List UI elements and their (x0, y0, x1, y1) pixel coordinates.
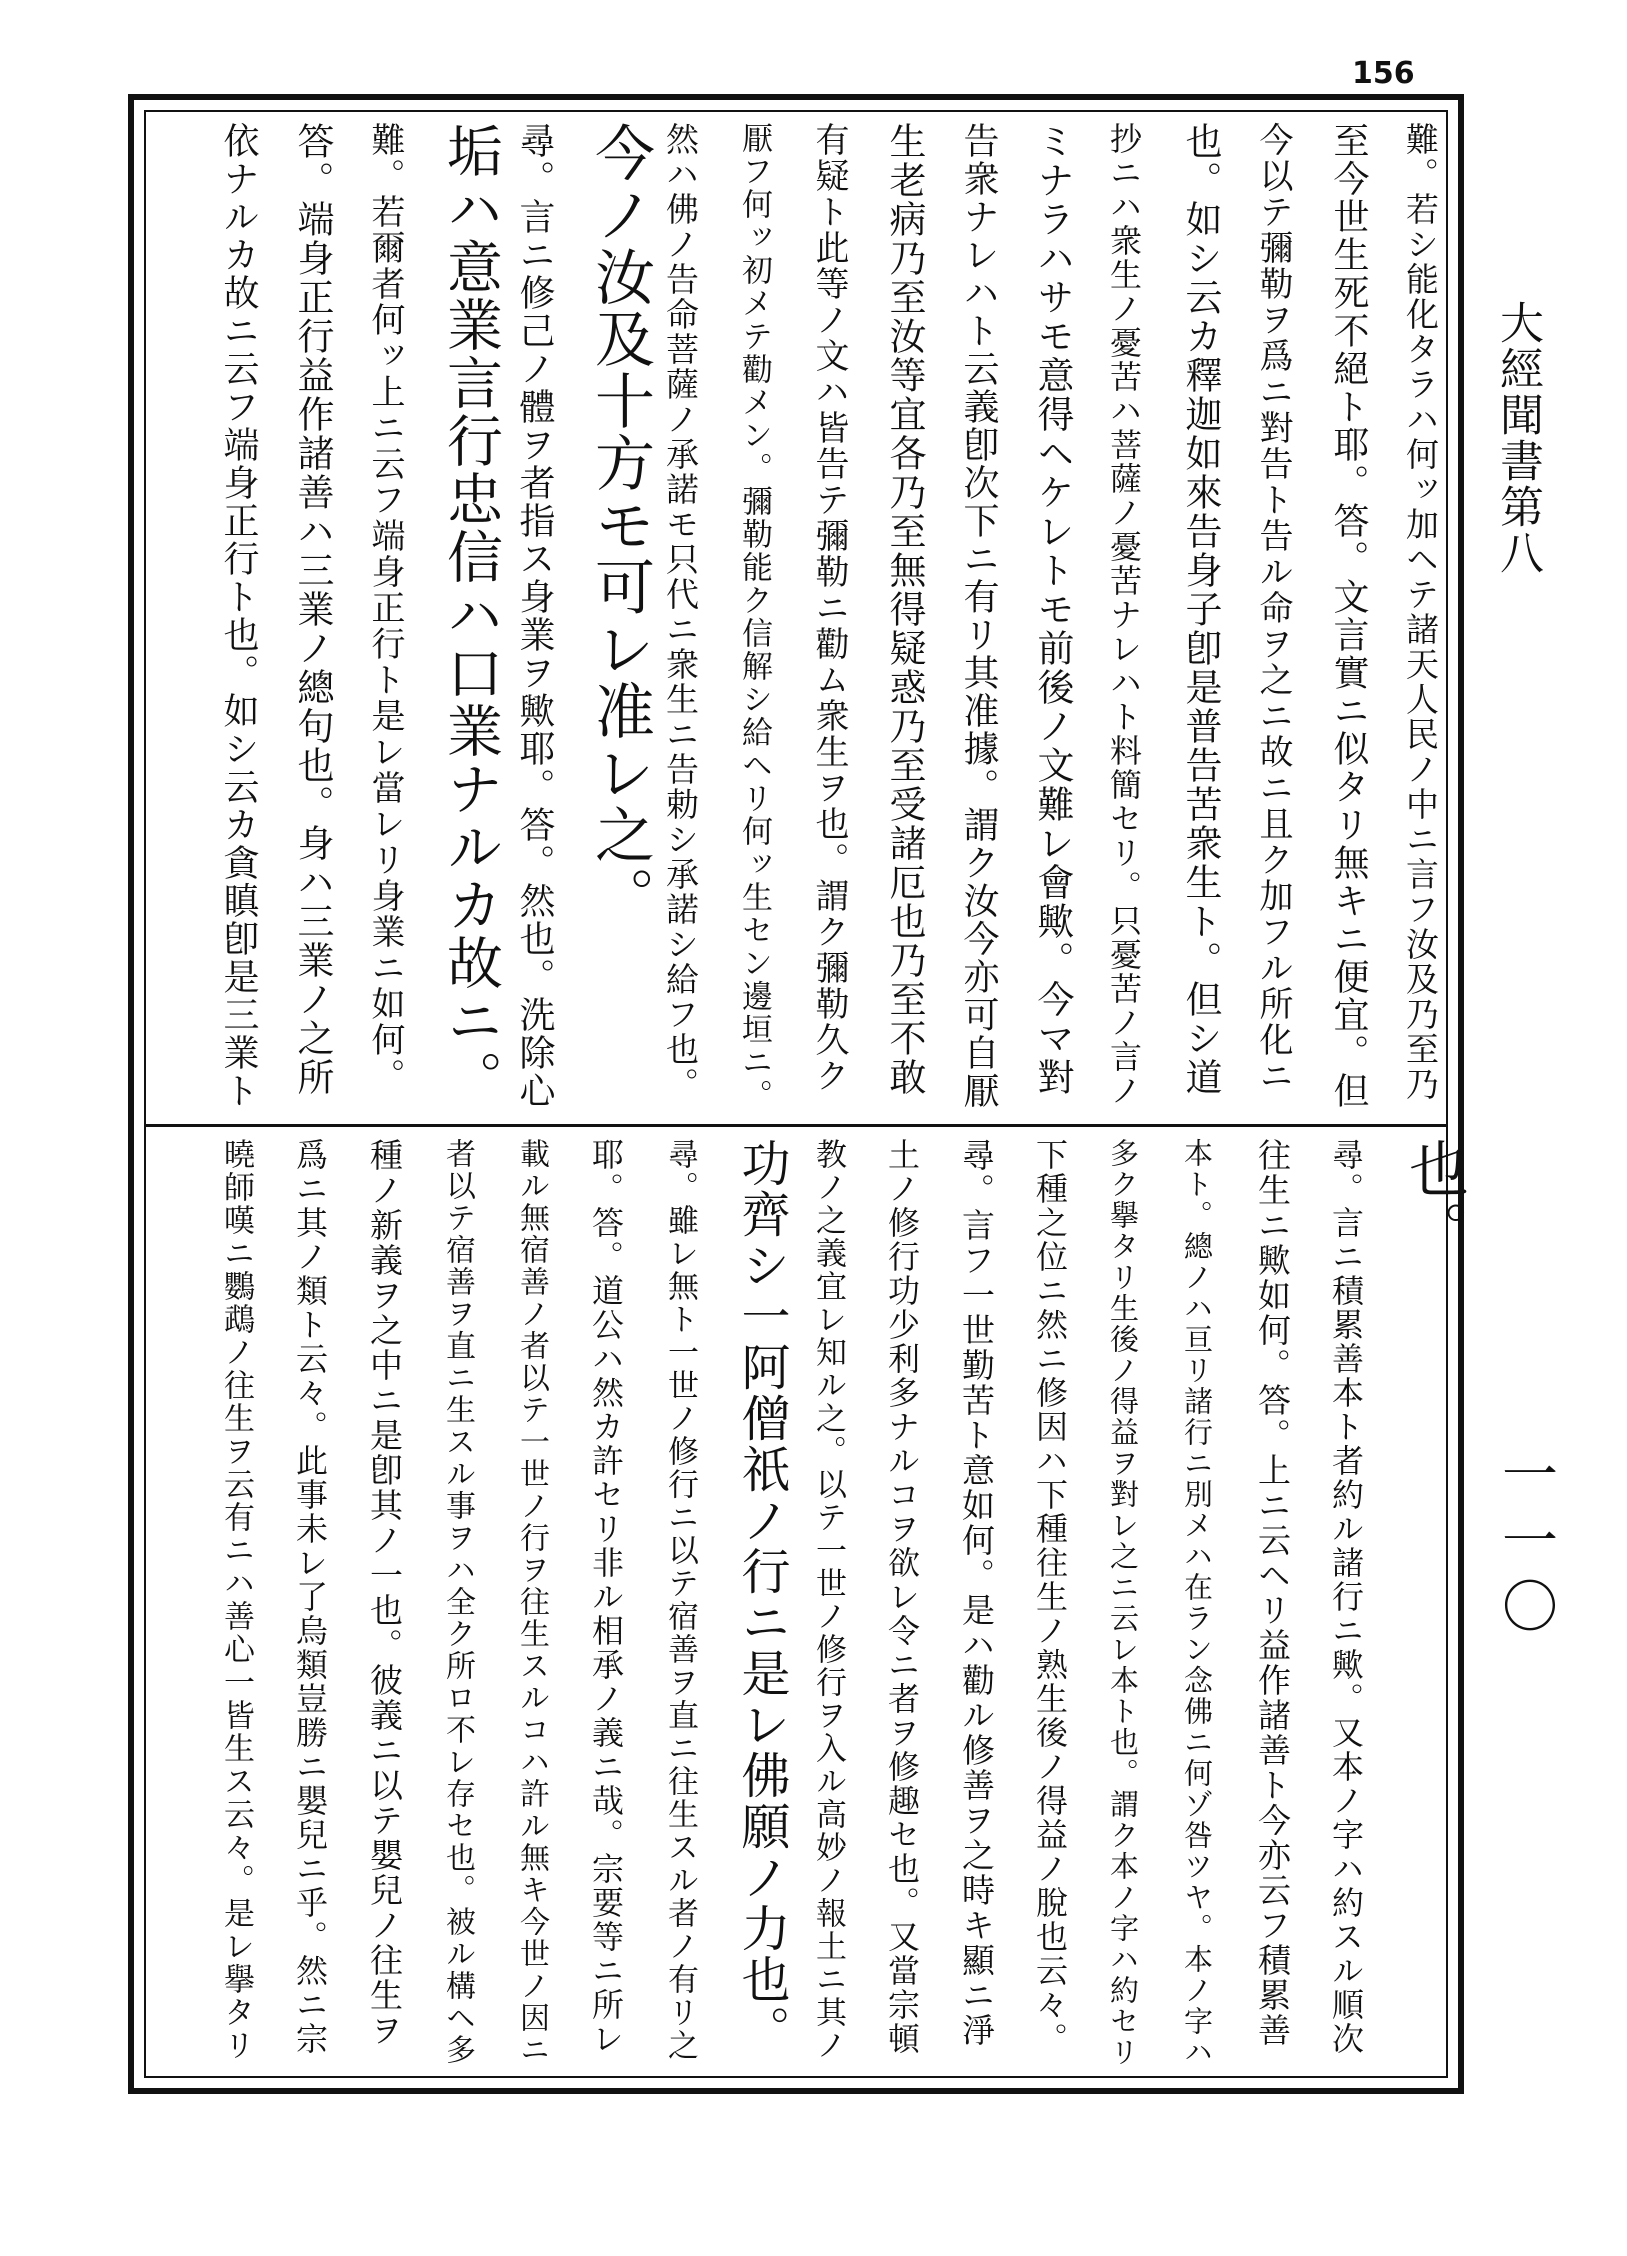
running-title: 大經聞書第八 (1492, 300, 1543, 576)
upper-section-column: 生老病乃至汝等宜各乃至無得疑惑乃至受諸厄也乃至不敢 (883, 122, 926, 1097)
lower-section-column: 種ノ新義ヲ之中ニ是卽其ノ一也。彼義ニ以テ嬰兒ノ往生ヲ (365, 1138, 404, 2048)
upper-section-column: 也。如シ云カ釋迦如來告身子卽是普告苦衆生ト。但シ道 (1179, 122, 1222, 1097)
lower-section-column: 者以テ宿善ヲ直ニ生スル事ヲハ全ク所ロ不レ存セ也。被ル構ヘ多 (440, 1138, 475, 2066)
lower-section-column: 多ク擧タリ生後ノ得益ヲ對レ之ニ云レ本ト也。謂ク本ノ字ハ約セリ (1106, 1138, 1140, 2068)
lower-section-column: 往生ニ歟如何。答。上ニ云ヘリ益作諸善ト今亦云フ積累善 (1253, 1138, 1292, 2048)
lower-section-column: 也。 (1399, 1138, 1469, 1262)
upper-section-column: 抄ニハ衆生ノ憂苦ハ菩薩ノ憂苦ナレハト料簡セリ。只憂苦ノ言ノ (1105, 122, 1143, 1108)
upper-section-column: 然ハ佛ノ告命菩薩ノ承諾モ只代ニ衆生ニ告勅シ承諾シ給フ也。 (661, 122, 700, 1102)
upper-section-column: 垢ハ意業言行忠信ハ口業ナルカ故ニ。 (438, 122, 503, 1108)
lower-section-column: 本ト。總ノハ亘リ諸行ニ別メハ在ラン念佛ニ何ゾ咎ツヤ。本ノ字ハ (1180, 1138, 1214, 2068)
upper-section-column: 尋。言ニ修己ノ體ヲ者指ス身業ヲ歟耶。答。然也。洗除心 (514, 122, 555, 1110)
lower-section-column: 土ノ修行功少利多ナルコヲ欲レ令ニ者ヲ修趣セ也。又當宗頓 (883, 1138, 921, 2056)
upper-section-column: 答。端身正行益作諸善ハ三業ノ總句也。身ハ三業ノ之所 (291, 122, 334, 1097)
lower-section-column: 功齊シ一阿僧祇ノ行ニ是レ佛願ノ力也。 (734, 1138, 791, 2056)
upper-section-column: 至今世生死不絕ト耶。答。文言實ニ似タリ無キニ便宜。但 (1328, 122, 1369, 1110)
lower-section-column: 教ノ之義宜レ知ル之。以テ一世ノ修行ヲ入ル高妙ノ報土ニ其ノ (810, 1138, 846, 2062)
lower-section-column: 下種之位ニ然ニ修因ハ下種往生ノ熟生後ノ得益ノ脫也云々。 (1031, 1138, 1069, 2056)
lower-section-column: 載ル無宿善ノ者以テ一世ノ行ヲ往生スルコハ許ル無キ今世ノ因ニ (514, 1138, 549, 2066)
upper-section-column: 依ナルカ故ニ云フ端身正行ト也。如シ云カ貪瞋卽是三業ト (218, 122, 259, 1110)
lower-section-column: 尋。言フ一世勤苦ト意如何。是ハ勸ル修善ヲ之時キ顯ニ淨 (957, 1138, 996, 2048)
upper-section-column: 難。若シ能化タラハ何ッ加ヘテ諸天人民ノ中ニ言フ汝及乃至乃 (1401, 122, 1440, 1102)
upper-section-column: 有疑ト此等ノ文ハ皆告テ彌勒ニ勸ム衆生ヲ也。謂ク彌勒久ク (809, 122, 849, 1094)
page-number: 156 (1352, 56, 1415, 91)
upper-section-column: 告衆ナレハト云義卽次下ニ有リ其准據。謂ク汝今亦可自厭 (958, 122, 999, 1110)
upper-section-column: ミナラハサモ意得ヘケレトモ前後ノ文難レ會歟。今マ對 (1031, 122, 1074, 1097)
lower-section-column: 尋。言ニ積累善本ト者約ル諸行ニ歟。又本ノ字ハ約スル順次 (1327, 1138, 1365, 2056)
upper-section-column: 難。若爾者何ッ上ニ云フ端身正行ト是レ當レリ身業ニ如何。 (365, 122, 405, 1094)
upper-section-column: 今ノ汝及十方モ可レ准レ之。 (585, 122, 655, 928)
folio-number: 一一〇 (1493, 1445, 1558, 1643)
upper-section-column: 厭フ何ッ初メテ勸メン。彌勒能ク信解シ給ヘリ何ッ生セン邊垣ニ。 (736, 122, 772, 1112)
lower-section-column: 耶。答。道公ハ然カ許セリ非ル相承ノ義ニ哉。宗要等ニ所レ (587, 1138, 625, 2056)
lower-section-column: 尋。雖レ無ト一世ノ修行ニ以テ宿善ヲ直ニ往生スル者ノ有リ之 (662, 1138, 698, 2062)
lower-section-column: 曉師嘆ニ鸚鵡ノ往生ヲ云有ニハ善心一皆生ス云々。是レ擧タリ (218, 1138, 254, 2062)
lower-section-column: 爲ニ其ノ類ト云々。此事未レ了烏類豈勝ニ嬰兒ニ乎。然ニ宗 (291, 1138, 329, 2056)
upper-section-column: 今以テ彌勒ヲ爲ニ對告ト告ル命ヲ之ニ故ニ且ク加フル所化ニ (1253, 122, 1293, 1094)
section-divider (146, 1124, 1446, 1127)
